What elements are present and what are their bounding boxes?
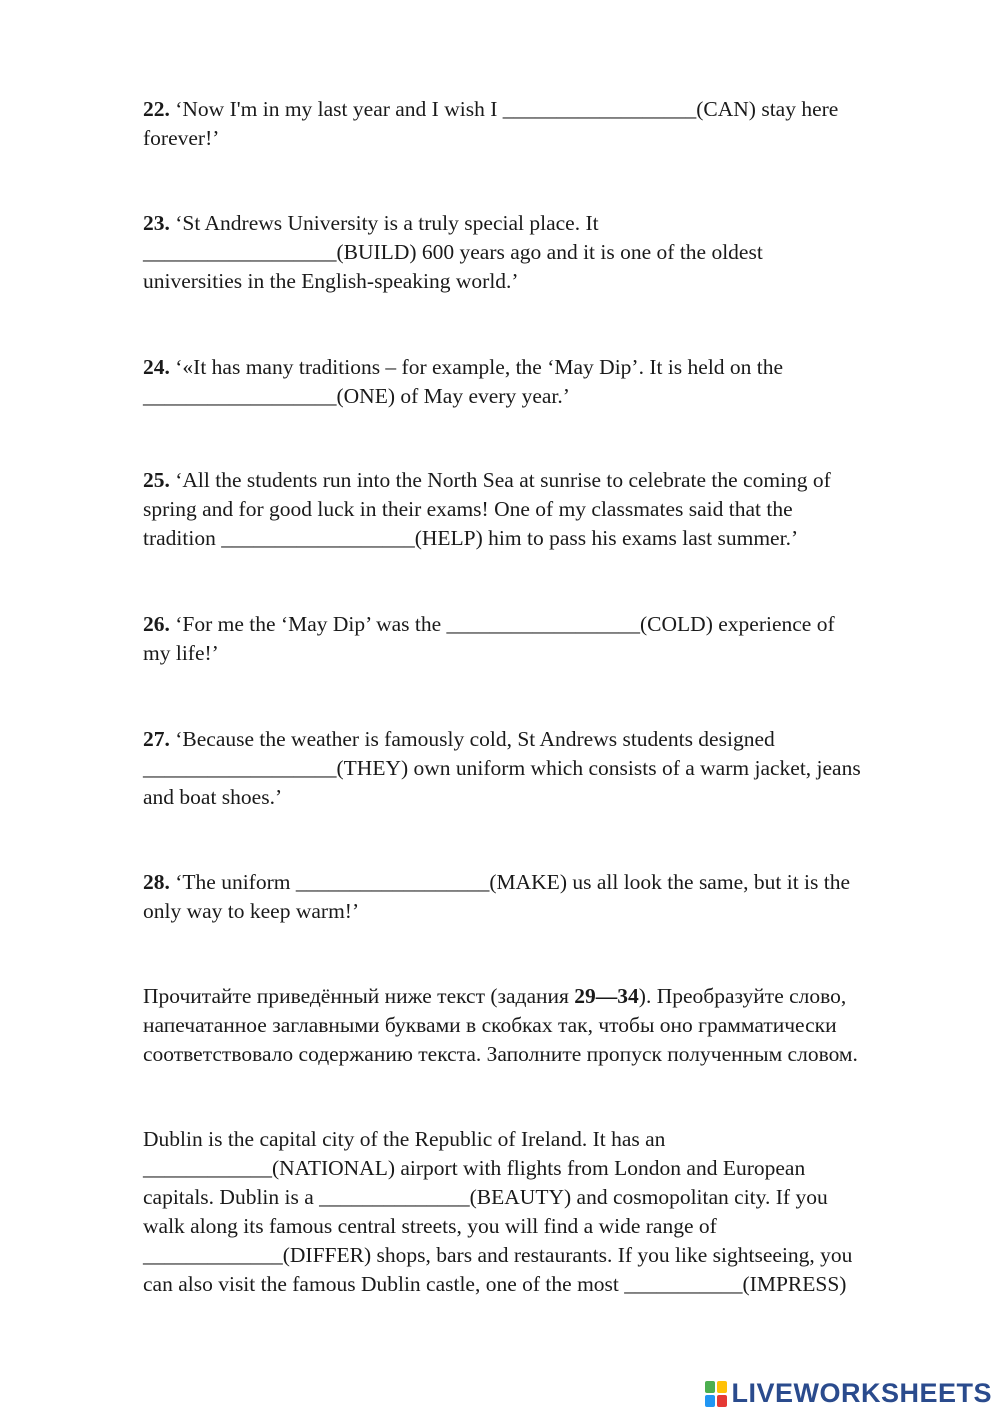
brand-name: LIVEWORKSHEETS bbox=[731, 1378, 992, 1408]
task-text: universities in the English-speaking world.’ bbox=[143, 269, 519, 293]
task-number: 22. bbox=[143, 97, 170, 121]
task-text: forever!’ bbox=[143, 126, 220, 150]
task-text: ‘«It has many traditions – for example, the ‘May Dip’. It is held on the bbox=[175, 355, 784, 379]
task-text: ‘St Andrews University is a truly special place. It bbox=[175, 211, 599, 235]
task-28 bbox=[143, 868, 943, 926]
task-number: 26. bbox=[143, 612, 170, 636]
passage-line: capitals. Dublin is a ______________(BEAUTY) and cosmopolitan city. If you bbox=[143, 1185, 828, 1209]
task-27 bbox=[143, 725, 943, 812]
liveworksheets-logo-icon bbox=[705, 1381, 727, 1407]
task-number: 28. bbox=[143, 870, 170, 894]
passage-line: Dublin is the capital city of the Republic of Ireland. It has an bbox=[143, 1127, 666, 1151]
task-22 bbox=[143, 95, 943, 153]
task-number: 25. bbox=[143, 468, 170, 492]
passage-line: _____________(DIFFER) shops, bars and restaurants. If you like sightseeing, you bbox=[143, 1243, 853, 1267]
instruction-block bbox=[143, 982, 943, 1069]
task-number: 27. bbox=[143, 727, 170, 751]
task-23 bbox=[143, 209, 943, 296]
liveworksheets-brand[interactable] bbox=[705, 1378, 992, 1409]
task-text: ‘For me the ‘May Dip’ was the __________________(COLD) experience of bbox=[175, 612, 835, 636]
task-24 bbox=[143, 353, 943, 411]
task-number: 24. bbox=[143, 355, 170, 379]
passage-line: walk along its famous central streets, you will find a wide range of bbox=[143, 1214, 717, 1238]
passage-line: ____________(NATIONAL) airport with flights from London and European bbox=[143, 1156, 806, 1180]
dublin-passage bbox=[143, 1125, 943, 1299]
task-25 bbox=[143, 466, 943, 553]
instruction-text: Прочитайте приведённый ниже текст (задания bbox=[143, 984, 575, 1008]
task-26 bbox=[143, 610, 943, 668]
instruction-text: напечатанное заглавными буквами в скобках так, чтобы оно грамматически bbox=[143, 1013, 837, 1037]
passage-line: can also visit the famous Dublin castle, one of the most ___________(IMPRESS) bbox=[143, 1272, 847, 1296]
instruction-text: ). Преобразуйте слово, bbox=[638, 984, 847, 1008]
task-text: spring and for good luck in their exams! One of my classmates said that the bbox=[143, 497, 793, 521]
task-text: tradition __________________(HELP) him to pass his exams last summer.’ bbox=[143, 526, 799, 550]
task-number: 23. bbox=[143, 211, 170, 235]
task-text: __________________(BUILD) 600 years ago and it is one of the oldest bbox=[143, 240, 763, 264]
task-text: and boat shoes.’ bbox=[143, 785, 283, 809]
instruction-task-range: 29—34 bbox=[574, 984, 639, 1008]
task-text: ‘All the students run into the North Sea at sunrise to celebrate the coming of bbox=[175, 468, 831, 492]
task-text: only way to keep warm!’ bbox=[143, 899, 360, 923]
task-text: __________________(THEY) own uniform which consists of a warm jacket, jeans bbox=[143, 756, 861, 780]
task-text: ‘Now I'm in my last year and I wish I __________________(CAN) stay here bbox=[175, 97, 839, 121]
task-text: ‘The uniform __________________(MAKE) us all look the same, but it is the bbox=[175, 870, 851, 894]
task-text: __________________(ONE) of May every year.’ bbox=[143, 384, 570, 408]
task-text: my life!’ bbox=[143, 641, 219, 665]
instruction-text: соответствовало содержанию текста. Заполните пропуск полученным словом. bbox=[143, 1042, 858, 1066]
task-text: ‘Because the weather is famously cold, St Andrews students designed bbox=[175, 727, 775, 751]
